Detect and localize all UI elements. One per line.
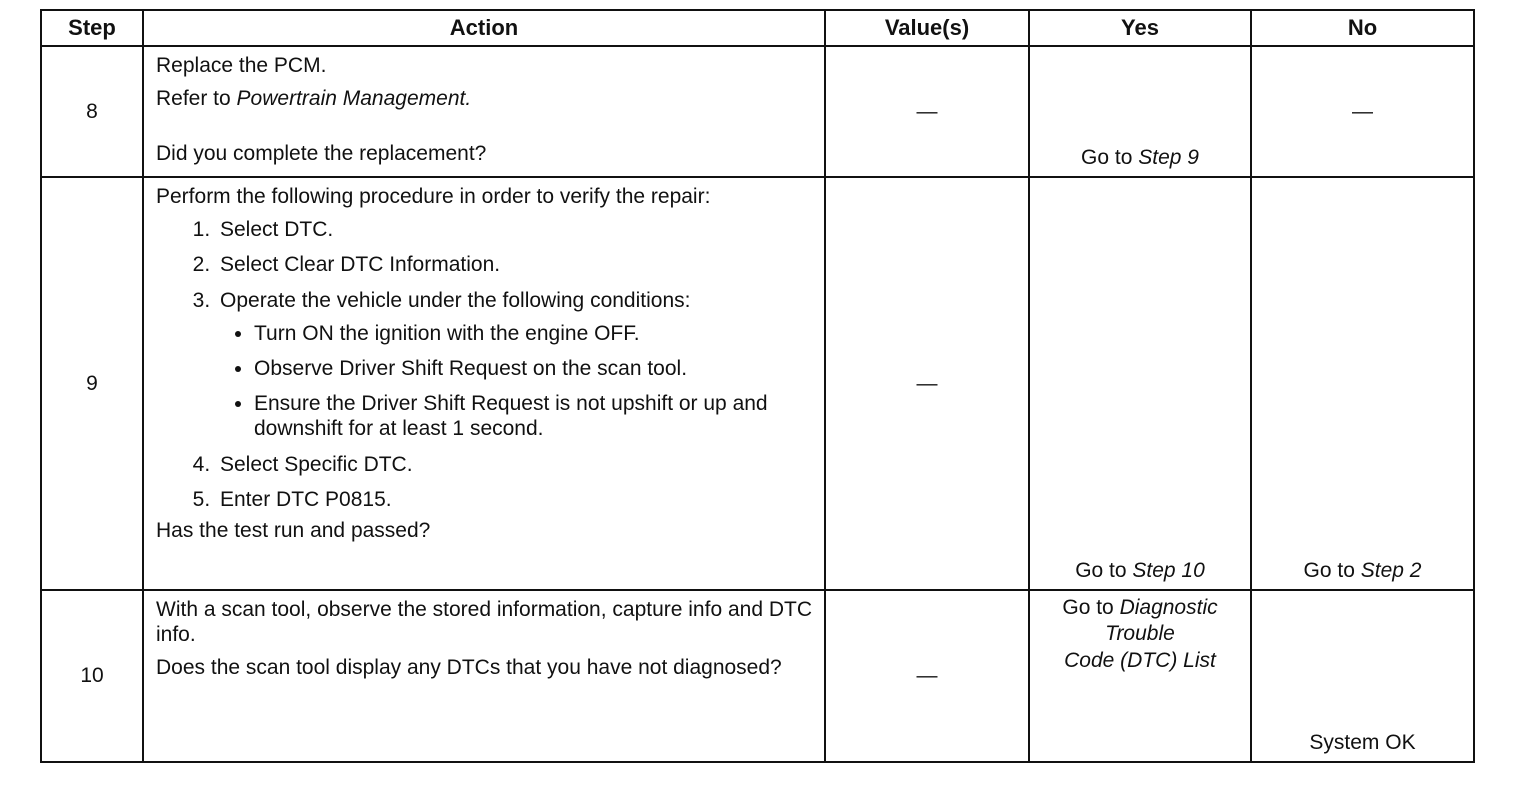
yes-prefix: Go to	[1081, 145, 1139, 169]
action-cell	[143, 46, 825, 177]
condition-item: • Observe Driver Shift Request on the scan tool.	[254, 356, 814, 381]
value-cell	[825, 590, 1029, 762]
yes-link-line-3: Code (DTC) List	[1064, 648, 1216, 672]
conditions-list	[220, 321, 814, 442]
value-cell	[825, 177, 1029, 590]
header-row	[41, 10, 1474, 46]
yes-step-link: Step 10	[1132, 558, 1205, 582]
procedure-item: 2. Select Clear DTC Information.	[216, 252, 814, 277]
no-cell	[1251, 177, 1474, 590]
step-number: 9	[41, 177, 143, 590]
procedure-item: 4. Select Specific DTC.	[216, 452, 814, 477]
action-text: With a scan tool, observe the stored information, capture info and DTC info.	[156, 598, 812, 647]
yes-cell	[1029, 46, 1251, 177]
action-cell	[143, 590, 825, 762]
action-question: Has the test run and passed?	[156, 518, 431, 542]
condition-item: • Ensure the Driver Shift Request is not upshift or up and downshift for at least 1 second.	[254, 391, 814, 441]
procedure-list	[156, 217, 814, 512]
diagnostic-table	[40, 9, 1475, 763]
no-dash: —	[1352, 99, 1373, 123]
procedure-item	[216, 288, 814, 442]
header-values: Value(s)	[825, 10, 1029, 46]
action-reference	[156, 86, 814, 111]
yes-step-link: Step 9	[1138, 145, 1199, 169]
yes-prefix: Go to	[1075, 558, 1133, 582]
no-cell	[1251, 590, 1474, 762]
header-step: Step	[41, 10, 143, 46]
action-question: Does the scan tool display any DTCs that you have not diagnosed?	[156, 656, 782, 680]
step-number: 8	[41, 46, 143, 177]
yes-reference	[1030, 595, 1250, 674]
yes-link-line-2: Trouble	[1105, 622, 1175, 646]
table-row-step-9	[41, 177, 1474, 590]
header-yes: Yes	[1029, 10, 1251, 46]
procedure-item: 1. Select DTC.	[216, 217, 814, 242]
yes-link-line-1: Diagnostic	[1119, 596, 1218, 619]
no-prefix: Go to	[1303, 558, 1361, 582]
yes-prefix: Go to	[1062, 596, 1120, 619]
no-cell	[1251, 46, 1474, 177]
value-dash: —	[916, 99, 938, 123]
action-cell	[143, 177, 825, 590]
header-action: Action	[143, 10, 825, 46]
reference-prefix: Refer to	[156, 87, 237, 111]
no-result: System OK	[1309, 730, 1416, 754]
procedure-item-text: Operate the vehicle under the following conditions:	[220, 288, 691, 312]
procedure-item: 5. Enter DTC P0815.	[216, 487, 814, 512]
yes-cell	[1029, 590, 1251, 762]
value-cell	[825, 46, 1029, 177]
action-intro: Perform the following procedure in order to verify the repair:	[156, 185, 711, 208]
table-row-step-8	[41, 46, 1474, 177]
action-text: Replace the PCM.	[156, 54, 327, 77]
reference-link-text: Powertrain Management.	[236, 87, 472, 111]
value-dash: —	[916, 371, 938, 395]
no-step-link: Step 2	[1360, 558, 1422, 582]
header-no: No	[1251, 10, 1474, 46]
table-row-step-10	[41, 590, 1474, 762]
value-dash: —	[916, 664, 938, 688]
condition-item: • Turn ON the ignition with the engine OFF.	[254, 321, 814, 346]
action-question: Did you complete the replacement?	[156, 142, 487, 166]
step-number: 10	[41, 590, 143, 762]
yes-cell	[1029, 177, 1251, 590]
